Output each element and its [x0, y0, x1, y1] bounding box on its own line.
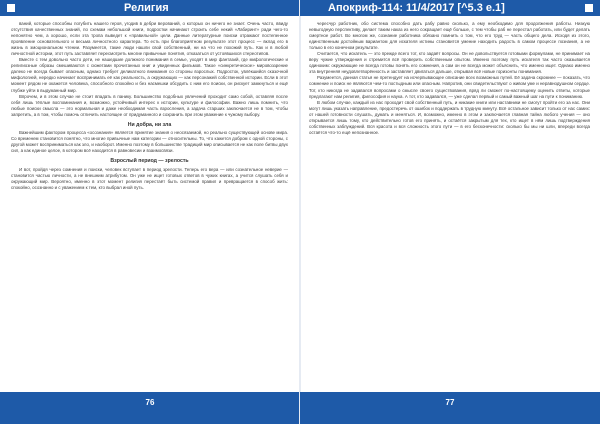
- right-page: [300, 0, 600, 424]
- left-page-title: Религия: [124, 2, 169, 14]
- page-number: 76: [145, 398, 155, 407]
- paragraph: В любом случае, каждый из нас проходит свой собственный путь, и никакие книги или наставники не смогут пройти его за нас. Они могут лишь указать направление, предостеречь от ошибок и поддержать в трудную минуту. Всё остальное зависит только от нас самих: от нашей готовности слушать, думать и меняться. И, возможно, именно в этом и заключается главная тайна любого учения — оно открывается лишь тому, кто действительно готов его принять, и остаётся закрытым для тех, кто ищет в нём лишь подтверждения собственных заблуждений. Вся красота и вся сложность этого пути — в его бесконечности: сколько бы мы ни шли, впереди всегда остаётся что-то ещё непознанное.: [309, 99, 590, 135]
- paragraph: ваний, которые способны погубить нашего героя, угодив в дебри верований, о которых он ничего не знает. Очень часто, ввиду отсутствия качественных знаний, по схемам небольшой книги, подростки начинают строить себе некий «Лабиринт» ради чего-то непонятно чем, а хорошо, если эта тропа выведет к «правильной» цели. Данные литературные поиски отражают постепенное проявление основательного и весьма личностного характера. То есть при благоприятном результате этот процесс — вклад его в жизнь в эмоциональном чтении. Разумеется, такие люди нашли свой собственный, ни на что не похожий путь. Как и в любой личностной истории, этот путь заставляет пересмотреть многие привычные понятия, отказаться от устоявшихся стереотипов.: [11, 21, 288, 57]
- left-page-body: [11, 21, 288, 384]
- right-page-header: [300, 0, 600, 16]
- paragraph: Разумеется, данная статья не претендует на исчерпывающее описание всех возможных путей. Её задача скромнее — показать, что сомнение и поиск не являются чем-то постыдным или опасным. Напротив, они свидетельствуют о живом уме и неравнодушном сердце. Тот, кто никогда не задавался вопросами о смысле своего существования, вряд ли сможет по-настоящему оценить ответы, которые предлагают нам религия, философия и наука. А тот, кто задавался, — уже сделал первый и самый важный шаг на пути к пониманию.: [309, 75, 590, 99]
- left-page-header: [0, 0, 300, 16]
- paragraph: Вместе с тем довольно часто дети, не нашедшие должного понимания в семье, уходят в мир фантазий, где мифологические и религиозные образы смешиваются с сюжетами прочитанных книг и увиденных фильмов. Такое «синкретическое» мировоззрение далеко не всегда бывает опасным, однако требует деликатного внимания со стороны взрослых. Подросток, увлёкшийся сказочной мифологией, нередко начинает воспринимать её как реальность, а окружающих — как персонажей собственной истории. Если в этот момент рядом не окажется человека, способного спокойно и без насмешки обсудить с ним его поиски, он рискует замкнуться и ещё глубже уйти в выдуманный мир.: [11, 57, 288, 93]
- paragraph: Важнейшим фактором процесса «осознания» является принятие знания о неосязаемой, но реально существующей основе мира. Со временем становится понятно, что многие привычные нам категории — относительны. То, что кажется добром с одной стороны, с другой может восприниматься как зло, и наоборот. Именно поэтому в большинстве традиций мир описывается не как поле битвы двух сил, а как единое целое, в котором всё находится в равновесии и взаимосвязи.: [11, 130, 288, 154]
- header-square-icon: [7, 4, 15, 12]
- paragraph: Считается, что искатель — это прежде всего тот, кто задаёт вопросы. Он не довольствуется готовыми формулами, не принимает на веру чужие утверждения и стремится всё проверить собственным опытом. Именно поэтому путь искателя так часто оказывается одиноким: окружающие не всегда готовы понять его сомнения, а сам он не всегда может объяснить, что именно ищет. Однако именно эта внутренняя неудовлетворённость и заставляет двигаться дальше, открывая всё новые горизонты понимания.: [309, 51, 590, 75]
- paragraph: чересчур работник, обо система способно дать рабу равно сколько, а ему необходимо для продолжения работы. Низкую невыгодную перспективу, делает таким наказ из него сокращает ещё больше, с тем чтобы раб не перестал работать, или будет делать смертное работ. Во многом же, сознание работника обязано помнить о том, что его труд — часть общего дела. Исходя из этого, единственным достойным вариантом для искателя истины становится умение находить радость в самом процессе познания, а не только в его конечном результате.: [309, 21, 590, 51]
- page-number: 77: [445, 398, 455, 407]
- left-page-footer: [0, 392, 300, 424]
- right-page-body: [309, 21, 590, 384]
- header-square-icon: [585, 4, 593, 12]
- section-heading: Ни добра, ни зла: [127, 121, 172, 128]
- section-heading: Взрослый период — зрелость: [110, 158, 189, 165]
- right-page-footer: [300, 392, 600, 424]
- paragraph: Впрочем, и в этом случае не стоит впадать в панику. Большинство подобных увлечений проходит само собой, оставляя после себя лишь тёплые воспоминания и, возможно, устойчивый интерес к истории, культуре и философии. Важно лишь помнить, что любые поиски смысла — это нормальная и даже необходимая часть взросления, а задача старших заключается не в том, чтобы запретить, а в том, чтобы помочь отличить настоящее от придуманного и сохранить при этом уважение к чужому выбору.: [11, 93, 288, 117]
- paragraph: И вот, пройдя через сомнения и поиски, человек вступает в период зрелости. Теперь его вера — или сознательное неверие — становится частью личности, а не внешним атрибутом. Он уже не ищет готовых ответов в чужих книгах, а учится слушать себя и окружающий мир. Вероятно, именно в этот момент религия перестаёт быть системой правил и превращается в способ жить: спокойно, осознанно и с уважением к тем, кто выбрал иной путь.: [11, 166, 288, 191]
- right-page-title: Апокриф-114: 11/4/2017 [^5.3 e.1]: [328, 2, 505, 14]
